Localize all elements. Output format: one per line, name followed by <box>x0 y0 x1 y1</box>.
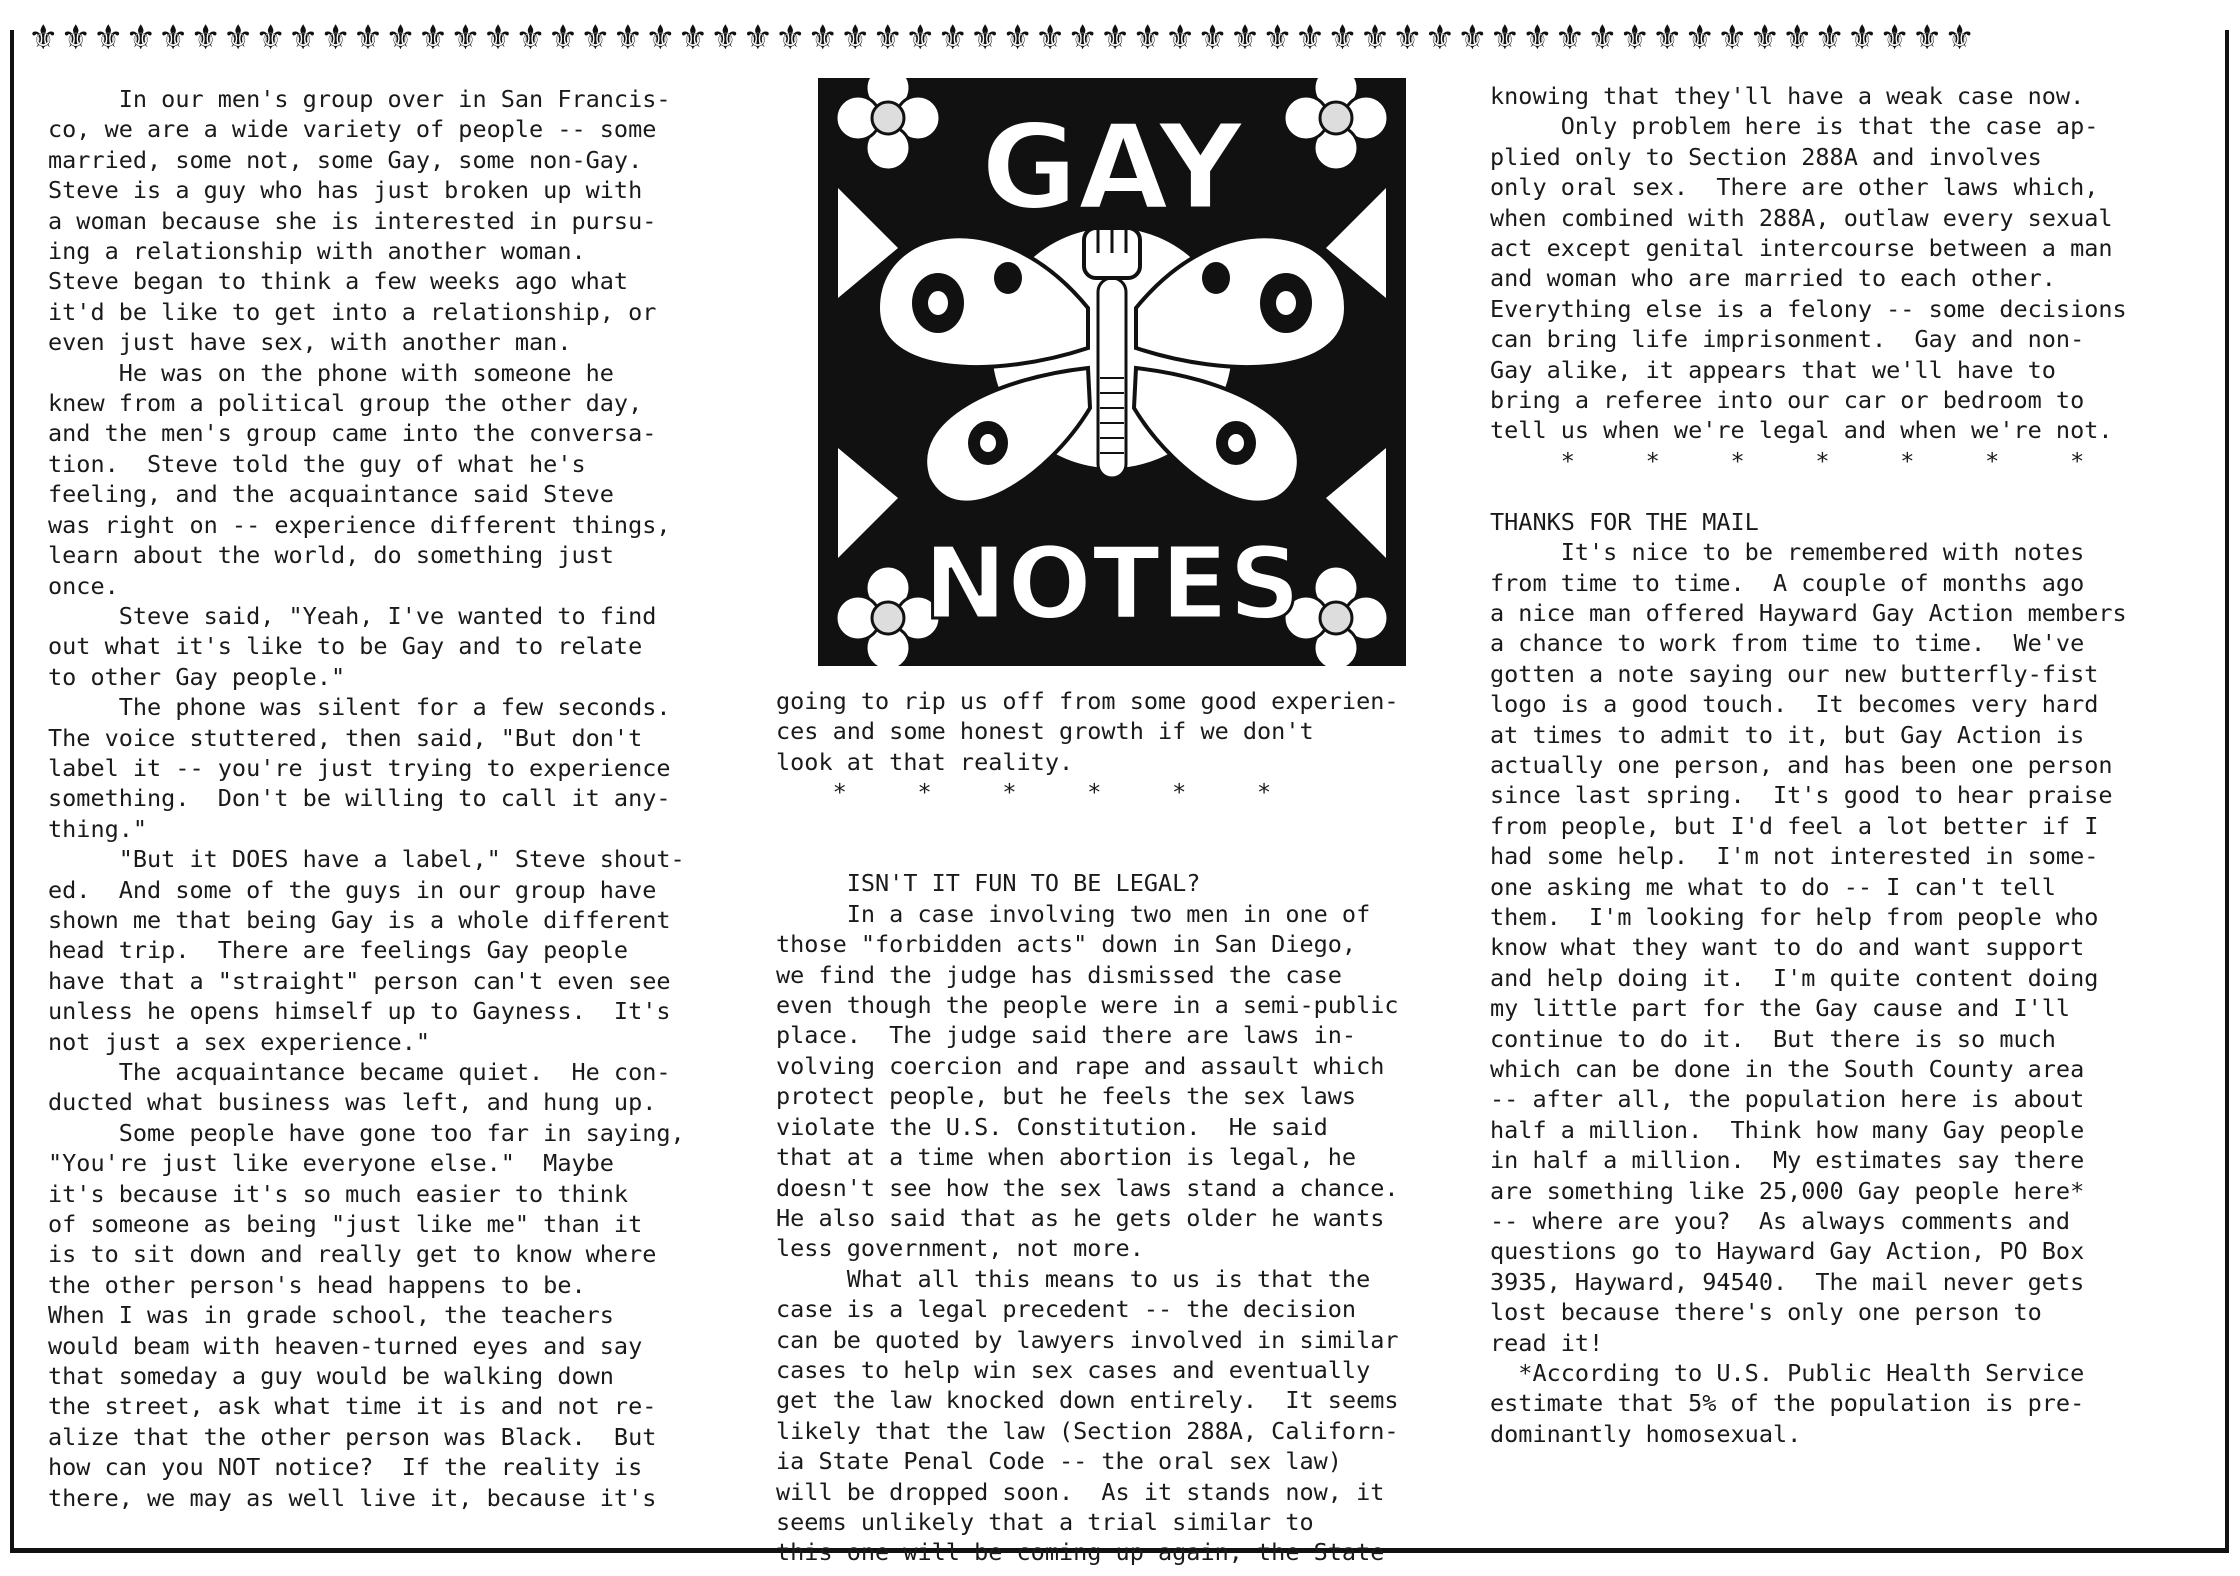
text-line: doesn't see how the sex laws stand a chance. <box>776 1173 1399 1202</box>
text-line: my little part for the Gay cause and I'll <box>1490 994 2071 1023</box>
text-line: Gay alike, it appears that we'll have to <box>1490 355 2056 384</box>
text-line: even though the people were in a semi-public <box>776 991 1399 1020</box>
text-line: which can be done in the South County area <box>1490 1055 2085 1083</box>
text-line: alize that the other person was Black. But <box>48 1422 657 1451</box>
text-line: once. <box>48 571 119 600</box>
text-line <box>776 838 1476 868</box>
text-line: read it! <box>1490 1328 1604 1357</box>
text-line: half a million. Think how many Gay people <box>1490 1115 2085 1144</box>
text-line: continue to do it. But there is so much <box>1490 1024 2056 1053</box>
text-line: one asking me what to do -- I can't tell <box>1490 872 2056 901</box>
text-line: married, some not, some Gay, some non-Gay. <box>48 145 643 174</box>
text-line: ducted what business was left, and hung up. <box>48 1088 657 1117</box>
logo-bottom-text: NOTES <box>923 525 1301 642</box>
text-line: we find the judge has dismissed the case <box>776 960 1342 989</box>
text-line: learn about the world, do something just <box>48 541 614 570</box>
text-line: Steve said, "Yeah, I've wanted to find <box>48 601 657 630</box>
text-line: bring a referee into our car or bedroom to <box>1490 386 2085 415</box>
text-line: In a case involving two men in one of <box>776 899 1371 928</box>
text-line: He also said that as he gets older he wants <box>776 1203 1385 1232</box>
text-line: feeling, and the acquaintance said Steve <box>48 480 614 509</box>
text-line: Only problem here is that the case ap- <box>1490 112 2099 141</box>
column-1-text <box>48 84 738 1513</box>
text-line: that at a time when abortion is legal, he <box>776 1143 1357 1172</box>
text-line: was right on -- experience different things, <box>48 510 671 539</box>
text-line: are something like 25,000 Gay people here* <box>1490 1176 2085 1205</box>
column-2-text <box>776 686 1476 1568</box>
text-line: get the law knocked down entirely. It seems <box>776 1386 1399 1415</box>
text-line: When I was in grade school, the teachers <box>48 1301 614 1330</box>
text-line: seems unlikely that a trial similar to <box>776 1507 1314 1536</box>
text-line: The phone was silent for a few seconds. <box>48 693 671 722</box>
text-line: them. I'm looking for help from people who <box>1490 902 2099 931</box>
text-line: plied only to Section 288A and involves <box>1490 142 2042 171</box>
text-line: likely that the law (Section 288A, Californ- <box>776 1416 1399 1445</box>
text-line: since last spring. It's good to hear praise <box>1490 781 2113 810</box>
text-line: of someone as being "just like me" than it <box>48 1210 643 1239</box>
text-line: a woman because she is interested in pursu- <box>48 206 657 235</box>
text-line: knowing that they'll have a weak case now. <box>1490 82 2085 110</box>
text-line: -- after all, the population here is about <box>1490 1085 2085 1114</box>
text-line: 3935, Hayward, 94540. The mail never gets <box>1490 1267 2085 1296</box>
text-line: What all this means to us is that the <box>776 1264 1371 1293</box>
text-line: will be dropped soon. As it stands now, it <box>776 1477 1385 1506</box>
text-line: even just have sex, with another man. <box>48 328 572 357</box>
text-line: * * * * * * <box>776 778 1272 807</box>
text-line: less government, not more. <box>776 1234 1144 1263</box>
text-line: something. Don't be willing to call it any- <box>48 784 671 813</box>
text-line: and woman who are married to each other. <box>1490 264 2056 293</box>
text-line: a chance to work from time to time. We've <box>1490 629 2085 658</box>
fleur-de-lis-border: ⚜⚜⚜⚜⚜⚜⚜⚜⚜⚜⚜⚜⚜⚜⚜⚜⚜⚜⚜⚜⚜⚜⚜⚜⚜⚜⚜⚜⚜⚜⚜⚜⚜⚜⚜⚜⚜⚜⚜⚜⚜⚜⚜⚜⚜⚜⚜⚜⚜⚜⚜⚜⚜⚜⚜⚜⚜⚜⚜⚜ <box>28 18 1977 58</box>
text-line: cases to help win sex cases and eventually <box>776 1355 1371 1384</box>
text-line: thing." <box>48 814 148 843</box>
text-line: act except genital intercourse between a man <box>1490 234 2113 263</box>
text-line: it'd be like to get into a relationship, or <box>48 297 657 326</box>
text-line: knew from a political group the other day, <box>48 389 643 418</box>
text-line: Some people have gone too far in saying, <box>48 1118 685 1147</box>
text-line: ia State Penal Code -- the oral sex law) <box>776 1447 1342 1476</box>
text-line: out what it's like to be Gay and to relate <box>48 632 643 661</box>
text-line: can be quoted by lawyers involved in similar <box>776 1325 1399 1354</box>
text-line: THANKS FOR THE MAIL <box>1490 507 1759 536</box>
text-line: going to rip us off from some good experien- <box>776 687 1399 715</box>
left-border-line <box>10 30 14 1550</box>
text-line: ing a relationship with another woman. <box>48 237 586 266</box>
text-line <box>1490 476 2190 506</box>
text-line: He was on the phone with someone he <box>48 358 614 387</box>
text-line: Steve is a guy who has just broken up with <box>48 176 643 205</box>
text-line: look at that reality. <box>776 747 1074 776</box>
text-line: place. The judge said there are laws in- <box>776 1021 1357 1050</box>
text-line: label it -- you're just trying to experience <box>48 753 671 782</box>
text-line <box>776 808 1476 838</box>
text-line: this one will be coming up again, the State <box>776 1538 1385 1567</box>
right-border-line <box>2225 30 2229 1550</box>
text-line: *According to U.S. Public Health Service <box>1490 1359 2085 1388</box>
column-3-text <box>1490 81 2190 1449</box>
text-line: not just a sex experience." <box>48 1027 431 1056</box>
text-line: * * * * * * * <box>1490 446 2085 475</box>
text-line: case is a legal precedent -- the decision <box>776 1295 1357 1324</box>
text-line: had some help. I'm not interested in some- <box>1490 842 2099 871</box>
text-line: protect people, but he feels the sex laws <box>776 1082 1357 1111</box>
text-line: a nice man offered Hayward Gay Action members <box>1490 598 2127 627</box>
text-line: "But it DOES have a label," Steve shout- <box>48 845 685 874</box>
text-line: head trip. There are feelings Gay people <box>48 936 629 965</box>
text-line: shown me that being Gay is a whole different <box>48 905 671 934</box>
text-line: "You're just like everyone else." Maybe <box>48 1149 614 1178</box>
logo-top-text: GAY <box>980 98 1244 236</box>
text-line: logo is a good touch. It becomes very hard <box>1490 690 2099 719</box>
text-line: how can you NOT notice? If the reality is <box>48 1453 643 1482</box>
text-line: ed. And some of the guys in our group have <box>48 875 657 904</box>
text-line: is to sit down and really get to know where <box>48 1240 657 1269</box>
text-line: It's nice to be remembered with notes <box>1490 538 2085 567</box>
text-line: can bring life imprisonment. Gay and non- <box>1490 325 2085 354</box>
text-line: at times to admit to it, but Gay Action is <box>1490 720 2085 749</box>
text-line: only oral sex. There are other laws which, <box>1490 173 2099 202</box>
text-line: and help doing it. I'm quite content doing <box>1490 963 2099 992</box>
text-line: tion. Steve told the guy of what he's <box>48 449 586 478</box>
text-line: the other person's head happens to be. <box>48 1270 586 1299</box>
text-line: The voice stuttered, then said, "But don't <box>48 723 643 752</box>
text-line: The acquaintance became quiet. He con- <box>48 1058 671 1086</box>
text-line: actually one person, and has been one person <box>1490 750 2113 779</box>
text-line: volving coercion and rape and assault which <box>776 1051 1385 1080</box>
text-line: from people, but I'd feel a lot better if I <box>1490 811 2099 840</box>
text-line: Everything else is a felony -- some decisions <box>1490 294 2127 323</box>
text-line: Steve began to think a few weeks ago what <box>48 267 629 296</box>
text-line: tell us when we're legal and when we're not. <box>1490 416 2113 445</box>
text-line: estimate that 5% of the population is pre- <box>1490 1389 2085 1418</box>
text-line: and the men's group came into the conversa- <box>48 419 657 448</box>
text-line: those "forbidden acts" down in San Diego, <box>776 930 1357 959</box>
text-line: there, we may as well live it, because it's <box>48 1483 657 1512</box>
text-line: it's because it's so much easier to think <box>48 1179 629 1208</box>
text-line: when combined with 288A, outlaw every sexual <box>1490 203 2113 232</box>
text-line: know what they want to do and want support <box>1490 933 2085 962</box>
text-line: lost because there's only one person to <box>1490 1298 2042 1327</box>
text-line: violate the U.S. Constitution. He said <box>776 1112 1328 1141</box>
text-line: dominantly homosexual. <box>1490 1419 1802 1448</box>
text-line: ISN'T IT FUN TO BE LEGAL? <box>776 869 1201 898</box>
text-line: -- where are you? As always comments and <box>1490 1207 2071 1236</box>
text-line: gotten a note saying our new butterfly-fist <box>1490 659 2099 688</box>
text-line: ces and some honest growth if we don't <box>776 717 1314 746</box>
text-line: that someday a guy would be walking down <box>48 1362 614 1391</box>
text-line: the street, ask what time it is and not re- <box>48 1392 657 1421</box>
text-line: In our men's group over in San Francis- <box>48 85 671 113</box>
text-line: in half a million. My estimates say there <box>1490 1146 2085 1175</box>
text-line: co, we are a wide variety of people -- some <box>48 115 657 144</box>
text-line: to other Gay people." <box>48 662 346 691</box>
gay-notes-logo <box>818 78 1406 666</box>
text-line: have that a "straight" person can't even see <box>48 966 671 995</box>
text-line: unless he opens himself up to Gayness. It's <box>48 997 671 1026</box>
text-line: from time to time. A couple of months ago <box>1490 568 2085 597</box>
text-line: would beam with heaven-turned eyes and say <box>48 1331 643 1360</box>
text-line: questions go to Hayward Gay Action, PO Box <box>1490 1237 2085 1266</box>
